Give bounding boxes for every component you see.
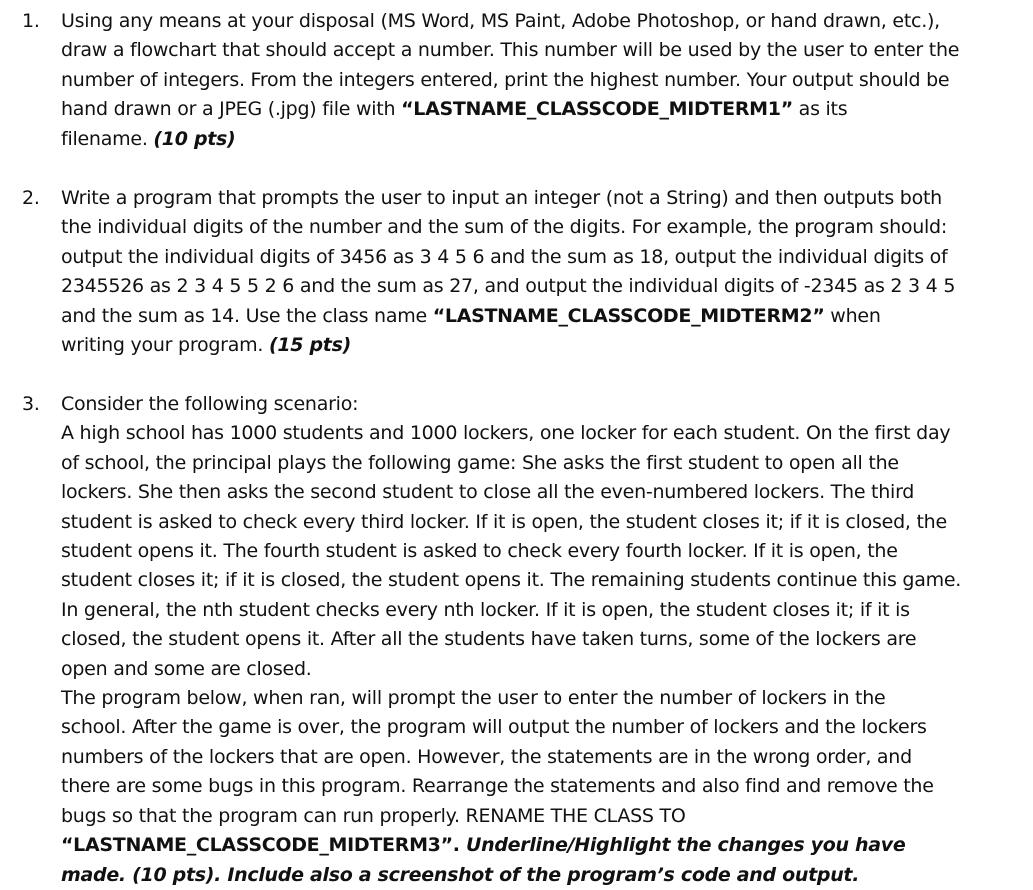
text-run: filename. — [61, 127, 154, 150]
text-run: bugs so that the program can run properly. RENAME THE CLASS TO — [61, 804, 686, 827]
text-run: student opens it. The fourth student is asked to check every fourth locker. If it is open, the — [61, 540, 898, 563]
text-line — [61, 272, 1001, 301]
question-number: 2. — [22, 187, 40, 209]
text-run: lockers. She then asks the second student to close all the even-numbered lockers. The third — [61, 481, 915, 504]
text-line — [61, 125, 1001, 154]
text-run: and the sum as 14. Use the class name — [61, 304, 433, 327]
text-line — [61, 302, 1001, 331]
emphasized-text: (10 pts) — [153, 127, 236, 150]
text-line — [61, 95, 1001, 124]
text-run: 2345526 as 2 3 4 5 5 2 6 and the sum as 27, and output the individual digits of -2345 as 2 3 4 5 — [61, 275, 956, 298]
text-run: open and some are closed. — [61, 657, 312, 680]
text-line — [61, 596, 1001, 625]
text-line — [61, 7, 1001, 36]
text-line — [61, 66, 1001, 95]
text-run: the individual digits of the number and the sum of the digits. For example, the program should: — [61, 216, 948, 239]
text-run: when — [824, 304, 881, 327]
emphasized-text: (15 pts) — [268, 334, 351, 357]
text-line — [61, 508, 1001, 537]
text-run: school. After the game is over, the program will output the number of lockers and the lockers — [61, 716, 927, 739]
text-line — [61, 772, 1001, 801]
text-run: number of integers. From the integers entered, print the highest number. Your output should be — [61, 68, 950, 91]
text-run: student is asked to check every third locker. If it is open, the student closes it; if it is closed, the — [61, 510, 947, 533]
text-run: In general, the nth student checks every nth locker. If it is open, the student closes it; if it is — [61, 598, 910, 621]
text-line — [61, 566, 1001, 595]
text-line — [61, 655, 1001, 684]
question-text — [61, 390, 1001, 890]
emphasized-text: “LASTNAME_CLASSCODE_MIDTERM2” — [432, 304, 825, 327]
text-run: Using any means at your disposal (MS Word, MS Paint, Adobe Photoshop, or hand drawn, etc.), — [61, 10, 940, 32]
text-line — [61, 213, 1001, 242]
text-line — [61, 36, 1001, 65]
text-line — [61, 478, 1001, 507]
question-number: 3. — [22, 393, 40, 415]
text-line — [61, 449, 1001, 478]
text-line — [61, 184, 1001, 213]
question-text — [61, 7, 1001, 154]
text-run: student closes it; if it is closed, the student opens it. The remaining students continue this game. — [61, 569, 962, 592]
text-run: A high school has 1000 students and 1000 lockers, one locker for each student. On the first day — [61, 422, 951, 445]
text-run: as its — [792, 98, 848, 121]
text-run: output the individual digits of 3456 as 3 4 5 6 and the sum as 18, output the individual digits of — [61, 245, 948, 268]
text-line — [61, 390, 1001, 419]
text-line — [61, 331, 1001, 360]
text-line — [61, 831, 1001, 860]
emphasized-text: “LASTNAME_CLASSCODE_MIDTERM1” — [401, 98, 793, 121]
emphasized-text: “LASTNAME_CLASSCODE_MIDTERM3”. — [61, 834, 467, 857]
emphasized-text: Underline/Highlight the changes you have — [466, 834, 906, 857]
text-run: Write a program that prompts the user to input an integer (not a String) and then outputs both — [61, 187, 942, 209]
text-line — [61, 419, 1001, 448]
emphasized-text: made. (10 pts). Include also a screenshot of the program’s code and output. — [61, 863, 860, 886]
text-run: of school, the principal plays the following game: She asks the first student to open all the — [61, 451, 899, 474]
text-run: The program below, when ran, will prompt the user to enter the number of lockers in the — [61, 687, 886, 710]
text-run: Consider the following scenario: — [61, 393, 359, 415]
text-line — [61, 713, 1001, 742]
question-number: 1. — [22, 10, 40, 32]
text-run: draw a flowchart that should accept a number. This number will be used by the user to enter the — [61, 39, 960, 62]
text-line — [61, 743, 1001, 772]
text-line — [61, 537, 1001, 566]
text-run: there are some bugs in this program. Rearrange the statements and also find and remove the — [61, 775, 934, 798]
text-line — [61, 802, 1001, 831]
text-line — [61, 243, 1001, 272]
text-line — [61, 625, 1001, 654]
text-run: hand drawn or a JPEG (.jpg) file with — [61, 98, 402, 121]
question-text — [61, 184, 1001, 360]
text-line — [61, 684, 1001, 713]
text-run: writing your program. — [61, 334, 269, 357]
text-run: numbers of the lockers that are open. However, the statements are in the wrong order, and — [61, 745, 912, 768]
text-line — [61, 861, 1001, 890]
text-run: closed, the student opens it. After all the students have taken turns, some of the lockers are — [61, 628, 917, 651]
